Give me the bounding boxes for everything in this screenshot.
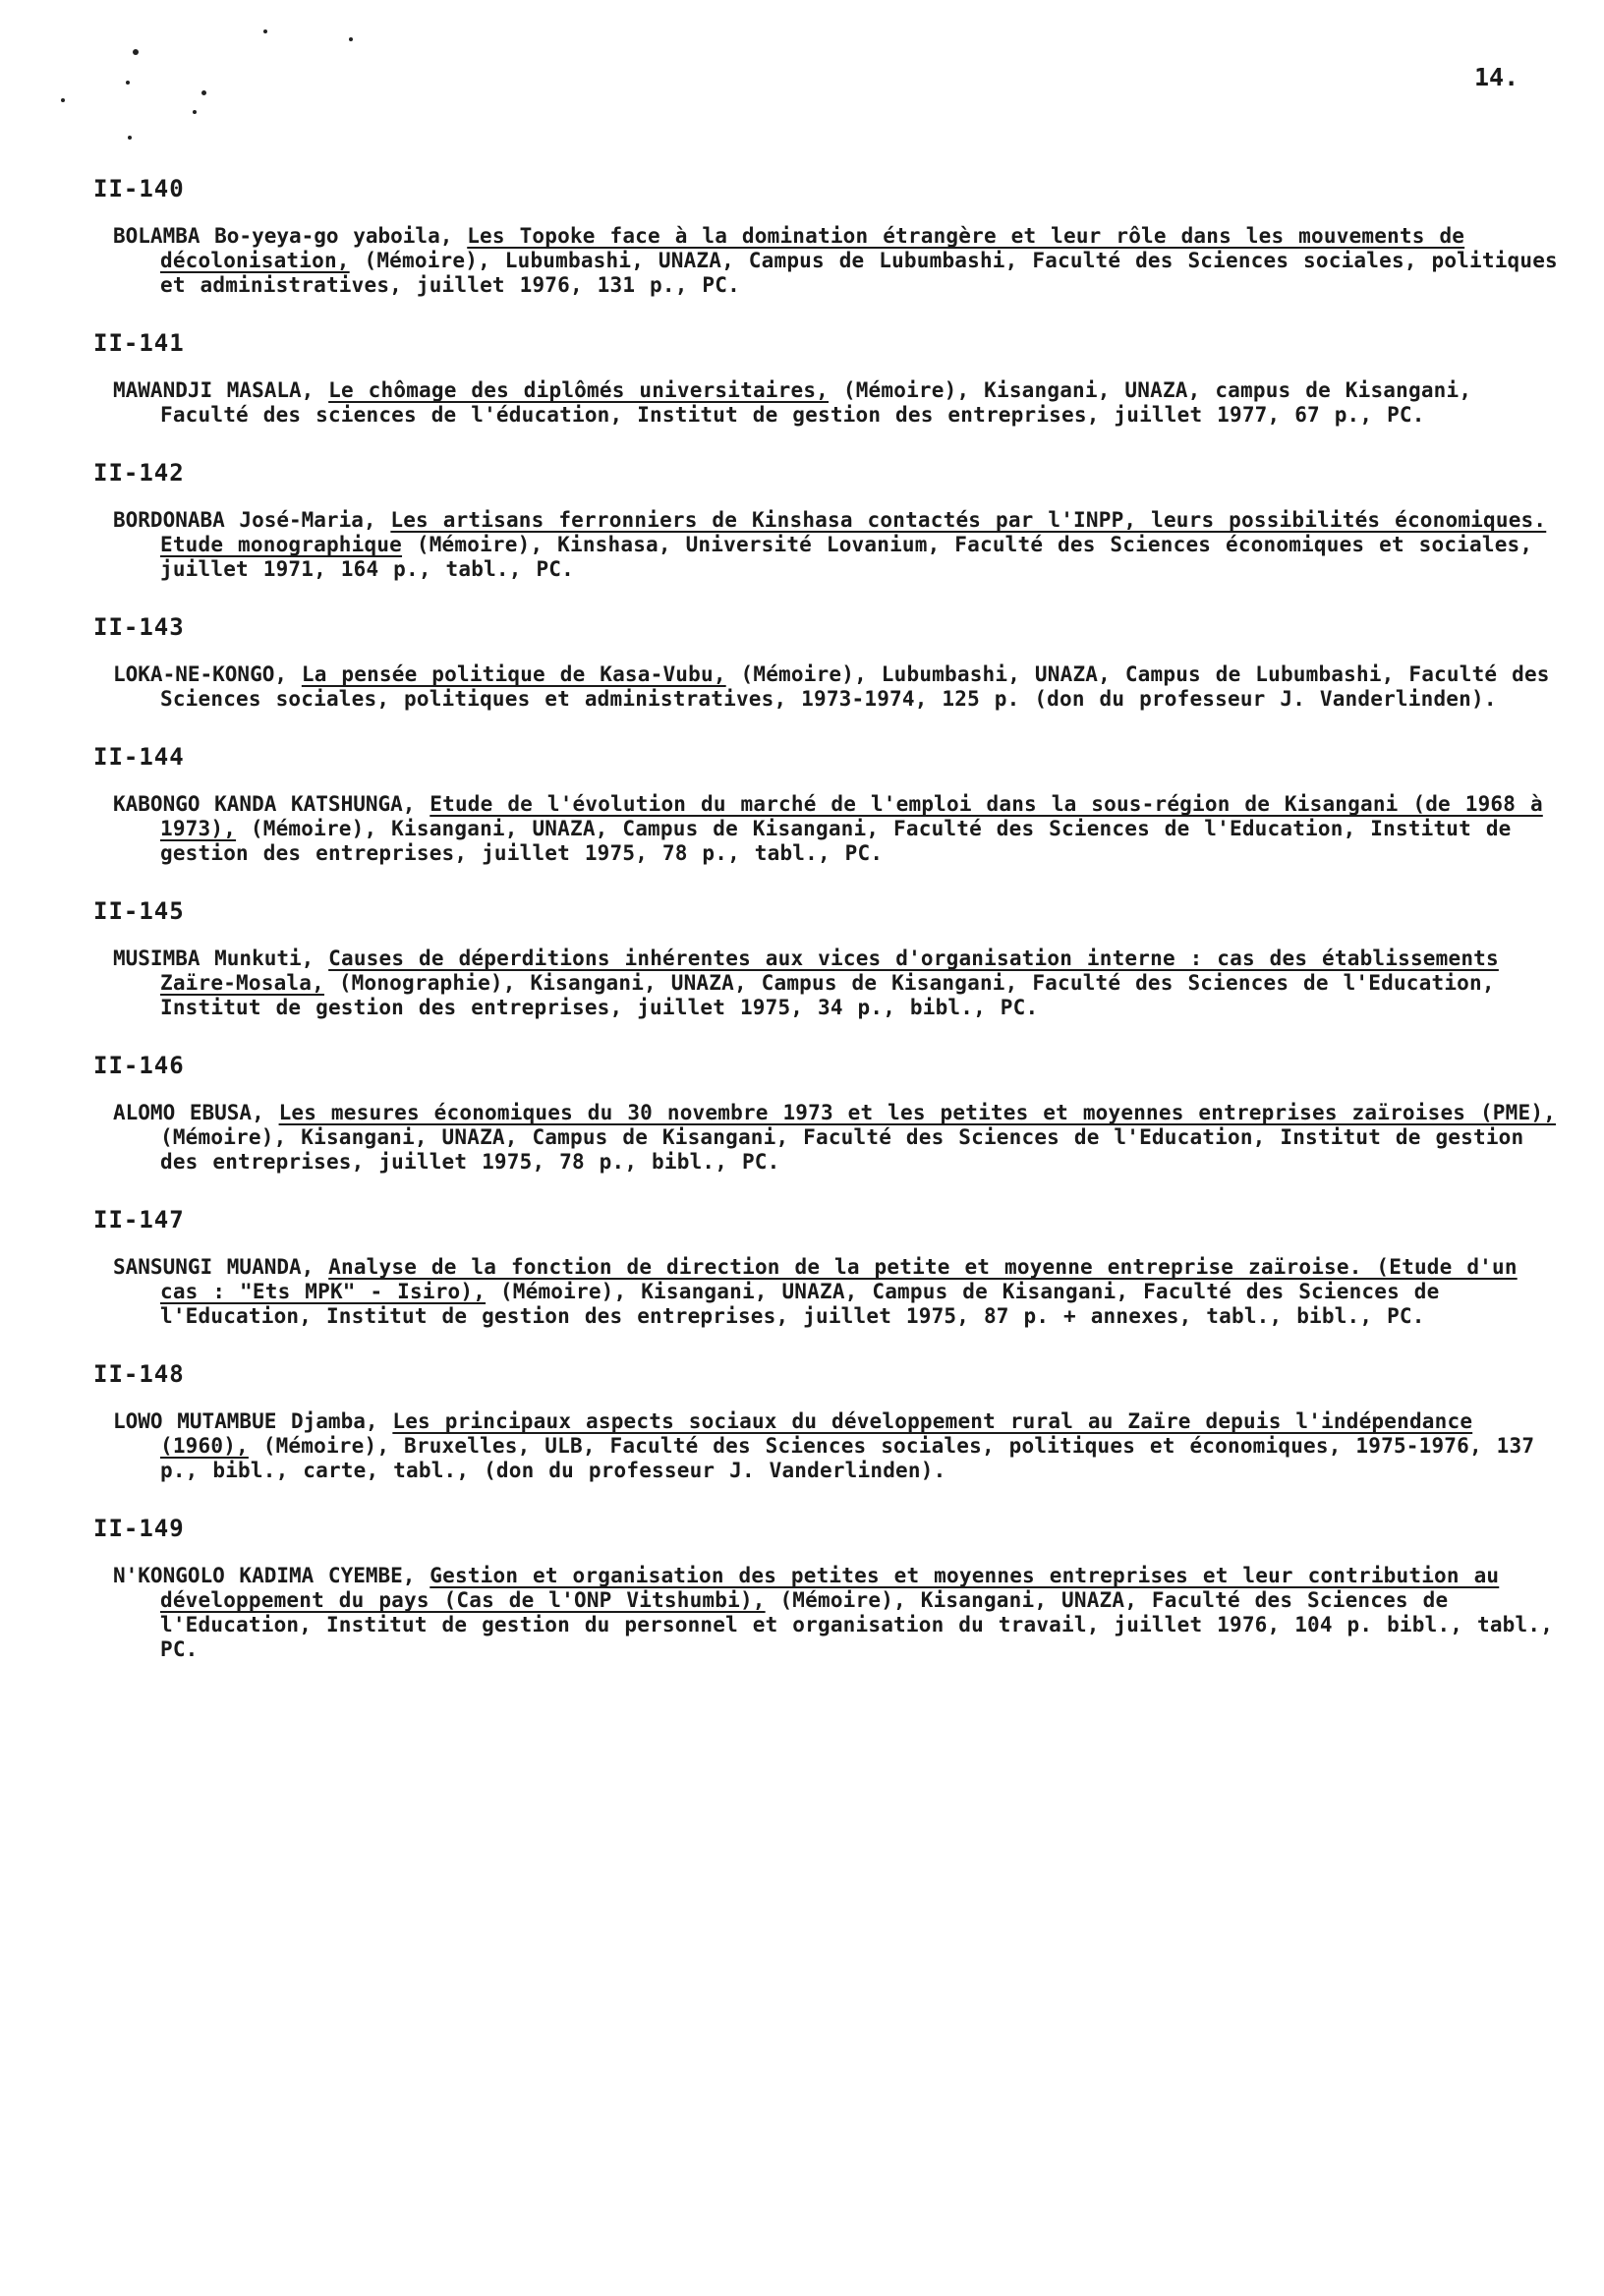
entry-code: II-142 <box>93 459 185 487</box>
entry-code: II-140 <box>93 175 185 202</box>
entry-author: KABONGO KANDA KATSHUNGA, <box>113 792 416 816</box>
entry-author: ALOMO EBUSA, <box>113 1101 264 1124</box>
bibliography-entry <box>93 613 1558 712</box>
entry-citation <box>113 378 1558 428</box>
entry-code: II-147 <box>93 1206 185 1234</box>
bibliography-entry <box>93 1206 1558 1329</box>
scan-speck <box>201 90 206 95</box>
scan-speck <box>126 81 130 85</box>
entry-title: Les Topoke face à la domination étrangère et leur rôle dans les mouvements de décolonisation, <box>160 224 1465 272</box>
entry-details: (Mémoire), Lubumbashi, UNAZA, Campus de Lubumbashi, Faculté des Sciences sociales, politiques et administratives, 1973-1974, 125 p. (don du professeur J. Vanderlinden). <box>160 662 1550 711</box>
entry-author: SANSUNGI MUANDA, <box>113 1255 315 1279</box>
entry-citation <box>113 1101 1558 1175</box>
entry-citation <box>113 1255 1558 1329</box>
scan-speck <box>128 136 132 140</box>
entry-code: II-144 <box>93 743 185 771</box>
entry-title: Les principaux aspects sociaux du développement rural au Zaïre depuis l'indépendance (1960), <box>160 1409 1473 1458</box>
entry-author: MUSIMBA Munkuti, <box>113 947 315 970</box>
bibliography-list <box>93 175 1558 1693</box>
entry-citation <box>113 662 1558 712</box>
bibliography-entry <box>93 1515 1558 1662</box>
entry-citation <box>113 947 1558 1020</box>
entry-citation <box>113 508 1558 582</box>
scan-speck <box>263 29 267 33</box>
entry-details: (Mémoire), Lubumbashi, UNAZA, Campus de Lubumbashi, Faculté des Sciences sociales, politiques et administratives, juillet 1976, 131 p., PC. <box>160 249 1558 297</box>
entry-details: (Monographie), Kisangani, UNAZA, Campus de Kisangani, Faculté des Sciences de l'Education, Institut de gestion des entreprises, juillet 1975, 34 p., bibl., PC. <box>160 971 1495 1019</box>
bibliography-entry <box>93 1360 1558 1483</box>
entry-code: II-146 <box>93 1052 185 1079</box>
bibliography-entry <box>93 743 1558 866</box>
entry-author: N'KONGOLO KADIMA CYEMBE, <box>113 1564 416 1587</box>
entry-title: Gestion et organisation des petites et moyennes entreprises et leur contribution au développement du pays (Cas de l'ONP Vitshumbi), <box>160 1564 1500 1612</box>
entry-code: II-141 <box>93 329 185 357</box>
bibliography-entry <box>93 897 1558 1020</box>
entry-details: (Mémoire), Kisangani, UNAZA, Campus de Kisangani, Faculté des Sciences de l'Education, Institut de gestion des entreprises, juillet 1975, 78 p., bibl., PC. <box>160 1125 1524 1174</box>
entry-author: BOLAMBA Bo-yeya-go yaboila, <box>113 224 453 248</box>
entry-title: Les artisans ferronniers de Kinshasa contactés par l'INPP, leurs possibilités économiques. Etude monographique <box>160 508 1547 556</box>
entry-citation <box>113 1564 1558 1662</box>
bibliography-entry <box>93 329 1558 428</box>
entry-details: (Mémoire), Kisangani, UNAZA, Campus de Kisangani, Faculté des Sciences de l'Education, Institut de gestion des entreprises, juillet 1975, 78 p., tabl., PC. <box>160 817 1512 865</box>
entry-details: (Mémoire), Kisangani, UNAZA, Campus de Kisangani, Faculté des Sciences de l'Education, Institut de gestion des entreprises, juillet 1975, 87 p. + annexes, tabl., bibl., PC. <box>160 1280 1440 1328</box>
entry-code: II-148 <box>93 1360 185 1388</box>
entry-citation <box>113 1409 1558 1483</box>
entry-author: MAWANDJI MASALA, <box>113 378 315 402</box>
scan-speck <box>133 49 139 55</box>
scan-speck <box>61 98 65 102</box>
entry-details: (Mémoire), Kisangani, UNAZA, Faculté des Sciences de l'Education, Institut de gestion du personnel et organisation du travail, juillet 1976, 104 p. bibl., tabl., PC. <box>160 1588 1554 1661</box>
bibliography-entry <box>93 1052 1558 1175</box>
entry-title: Causes de déperditions inhérentes aux vices d'organisation interne : cas des établissements Zaïre-Mosala, <box>160 947 1499 995</box>
bibliography-entry <box>93 459 1558 582</box>
page-number: 14. <box>1474 63 1519 91</box>
entry-code: II-145 <box>93 897 185 925</box>
entry-details: (Mémoire), Kisangani, UNAZA, campus de Kisangani, Faculté des sciences de l'éducation, Institut de gestion des entreprises, juillet 1977, 67 p., PC. <box>160 378 1472 427</box>
entry-author: LOWO MUTAMBUE Djamba, <box>113 1409 378 1433</box>
entry-author: LOKA-NE-KONGO, <box>113 662 288 686</box>
entry-title: La pensée politique de Kasa-Vubu, <box>301 662 726 686</box>
entry-code: II-149 <box>93 1515 185 1542</box>
entry-citation <box>113 792 1558 866</box>
entry-title: Le chômage des diplômés universitaires, <box>328 378 830 402</box>
entry-citation <box>113 224 1558 298</box>
entry-title: Analyse de la fonction de direction de la petite et moyenne entreprise zaïroise. (Etude d'un cas : "Ets MPK" - Isiro), <box>160 1255 1518 1303</box>
scan-speck <box>193 110 197 114</box>
scan-speck <box>349 37 353 41</box>
bibliography-entry <box>93 175 1558 298</box>
entry-title: Etude de l'évolution du marché de l'emploi dans la sous-région de Kisangani (de 1968 à 1973), <box>160 792 1543 840</box>
entry-details: (Mémoire), Bruxelles, ULB, Faculté des Sciences sociales, politiques et économiques, 1975-1976, 137 p., bibl., carte, tabl., (don du professeur J. Vanderlinden). <box>160 1434 1535 1482</box>
entry-code: II-143 <box>93 613 185 641</box>
entry-author: BORDONABA José-Maria, <box>113 508 376 532</box>
entry-details: (Mémoire), Kinshasa, Université Lovanium, Faculté des Sciences économiques et sociales, juillet 1971, 164 p., tabl., PC. <box>160 533 1533 581</box>
entry-title: Les mesures économiques du 30 novembre 1973 et les petites et moyennes entreprises zaïroises (PME), <box>278 1101 1557 1124</box>
